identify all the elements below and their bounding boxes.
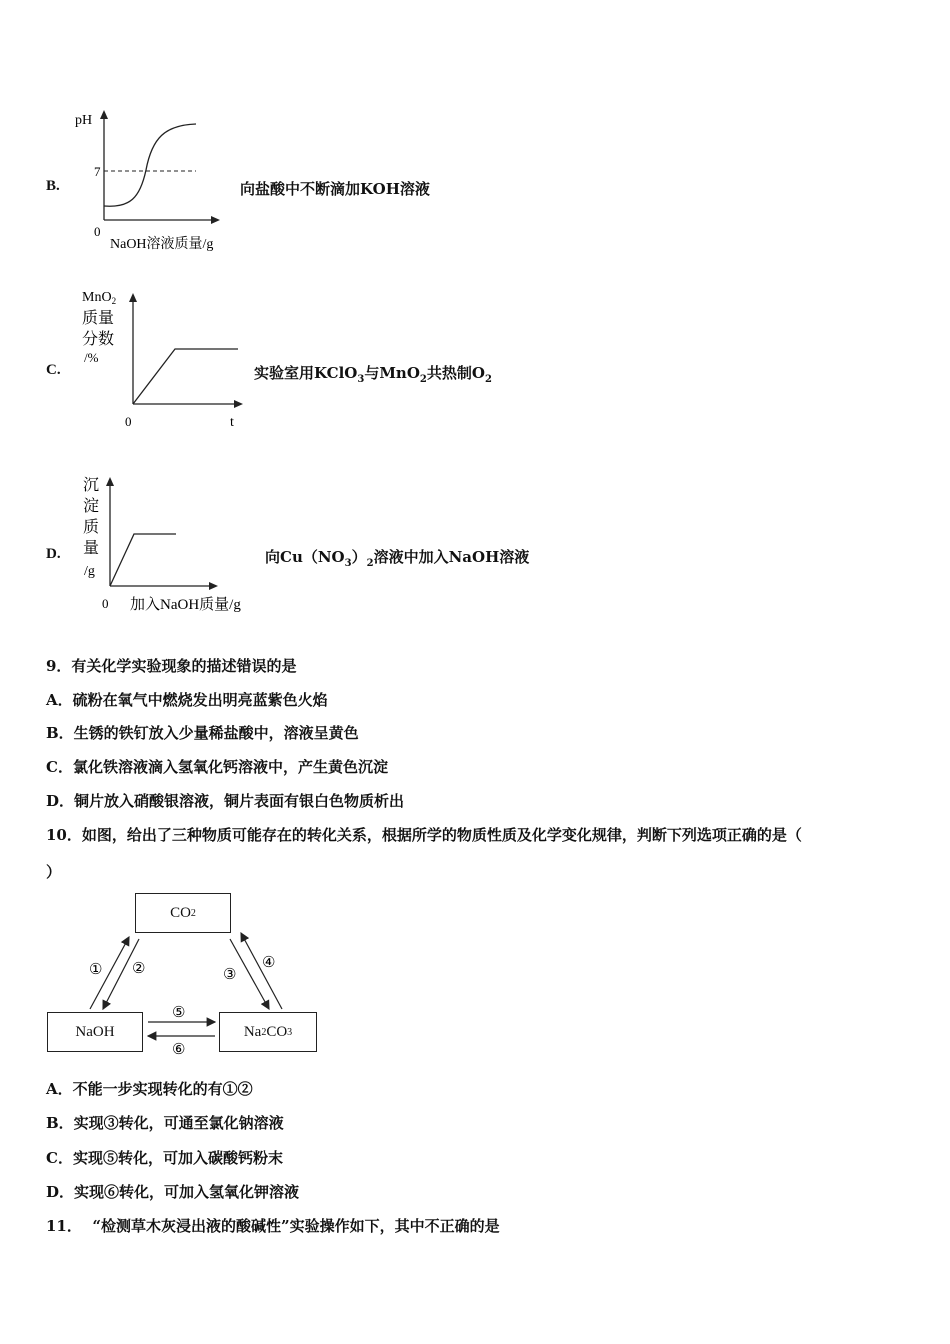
label-5: ⑤ (172, 1005, 186, 1021)
q10-option-c: C．实现⑤转化，可加入碳酸钙粉末 (46, 1149, 283, 1167)
q11-stem: 11． “检测草木灰浸出液的酸碱性”实验操作如下，其中不正确的是 (46, 1217, 500, 1235)
graph-d-precipitate-curve (78, 472, 258, 617)
graph-d-y-char-3: 质 (83, 519, 100, 536)
graph-d-y-char-5: /g (84, 564, 95, 579)
na2co3-box: Na 2 CO 3 (219, 1012, 317, 1052)
graph-d-origin: 0 (102, 596, 109, 611)
q10-option-d: D．实现⑥转化，可加入氢氧化钾溶液 (46, 1183, 300, 1201)
graph-d-y-char-4: 量 (83, 540, 100, 557)
graph-b-caption: 向盐酸中不断滴加KOH溶液 (240, 180, 430, 198)
label-2: ② (132, 961, 146, 977)
graph-c-x-label: t (230, 415, 234, 430)
option-d-letter: D. (46, 546, 61, 562)
graph-c-y-label-3: 分数 (82, 331, 115, 348)
option-b-letter: B. (46, 178, 60, 194)
label-6: ⑥ (172, 1042, 186, 1058)
graph-d-x-label: 加入NaOH质量/g (130, 597, 241, 613)
graph-c-origin: 0 (125, 414, 132, 429)
graph-c-y-label-4: /% (84, 350, 99, 365)
graph-d-caption: 向$Cu(NO_3)_2$溶液中加入NaOH溶液 (265, 548, 530, 569)
svg-text:MnO2 (82, 290, 116, 306)
graph-c-y-label-2: 质量 (82, 310, 115, 327)
q9-option-d: D．铜片放入硝酸银溶液，铜片表面有银白色物质析出 (46, 792, 405, 810)
graph-c-mno2-curve (78, 286, 253, 431)
q9-option-c: C．氯化铁溶液滴入氢氧化钙溶液中，产生黄色沉淀 (46, 758, 388, 776)
graph-b-x-label: NaOH溶液质量/g (110, 237, 214, 252)
option-c-letter: C. (46, 362, 61, 378)
label-4: ④ (262, 955, 276, 971)
q10-option-a: A．不能一步实现转化的有①② (46, 1080, 253, 1098)
graph-b-y-label: pH (75, 113, 93, 128)
conversion-arrows (40, 925, 330, 1060)
q9-option-a: A．硫粉在氧气中燃烧发出明亮蓝紫色火焰 (46, 691, 328, 709)
graph-c-y-label-1-sub: 2 (111, 296, 117, 306)
graph-b-y-mark: 7 (94, 164, 101, 179)
graph-b-ph-curve (70, 108, 240, 253)
label-3: ③ (223, 967, 237, 983)
q9-stem: 9．有关化学实验现象的描述错误的是 (46, 657, 297, 675)
q10-stem-line1: 10．如图，给出了三种物质可能存在的转化关系，根据所学的物质性质及化学变化规律，判断下列选项正确的是（ (46, 826, 802, 844)
graph-d-y-char-2: 淀 (83, 498, 100, 515)
naoh-box: NaOH (47, 1012, 143, 1052)
graph-c-y-label-1: MnO (82, 290, 112, 305)
label-1: ① (89, 962, 103, 978)
q10-stem-line2: ） (46, 863, 62, 881)
q10-option-b: B．实现③转化，可通至氯化钠溶液 (46, 1114, 284, 1132)
graph-b-origin: 0 (94, 224, 101, 239)
graph-d-y-char-1: 沉 (83, 477, 100, 494)
graph-c-caption: 实验室用KClO$_3$与MnO$_2$共热制$O_2$ (254, 364, 492, 385)
q9-option-b: B．生锈的铁钉放入少量稀盐酸中，溶液呈黄色 (46, 724, 359, 742)
co2-box: CO 2 (135, 893, 231, 933)
